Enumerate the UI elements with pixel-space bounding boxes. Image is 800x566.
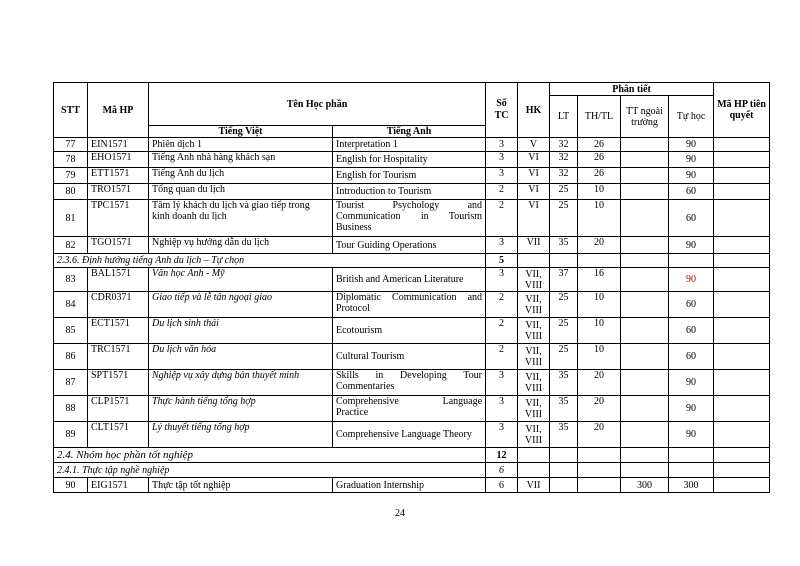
stt-cell: 77 [54, 138, 88, 152]
tt-cell [621, 152, 669, 168]
lt-cell: 35 [550, 422, 578, 448]
lt-cell: 25 [550, 318, 578, 344]
en-line: Business [336, 222, 372, 233]
table-row [54, 184, 770, 200]
tuhoc-cell: 90 [669, 268, 714, 292]
hk-cell: VII, VIII [518, 268, 550, 292]
pre-cell [714, 478, 770, 493]
tuhoc-cell: 60 [669, 292, 714, 318]
code-cell: TRC1571 [88, 344, 149, 370]
header-tieng-viet: Tiếng Việt [149, 126, 333, 138]
stt-cell: 83 [54, 268, 88, 292]
en-cell [333, 396, 486, 422]
table-row [54, 478, 770, 493]
code-cell: EIG1571 [88, 478, 149, 493]
lt-cell: 35 [550, 396, 578, 422]
pre-cell [714, 237, 770, 254]
lt-cell: 32 [550, 168, 578, 184]
header-tt-ngoai-truong: TT ngoài trường [621, 96, 669, 138]
lt-cell: 35 [550, 370, 578, 396]
tt-cell [621, 168, 669, 184]
pre-cell [714, 152, 770, 168]
vi-cell: Giao tiếp và lễ tân ngoại giao [149, 292, 333, 318]
curriculum-table [53, 82, 770, 493]
th-cell: 20 [578, 396, 621, 422]
code-cell: EIN1571 [88, 138, 149, 152]
stt-cell: 86 [54, 344, 88, 370]
table-row [54, 422, 770, 448]
stt-cell: 82 [54, 237, 88, 254]
table-row [54, 344, 770, 370]
tuhoc-cell: 90 [669, 422, 714, 448]
en-line: Commentaries [336, 381, 395, 392]
tuhoc-cell: 300 [669, 478, 714, 493]
tuhoc-cell: 90 [669, 237, 714, 254]
section-row [54, 254, 770, 268]
pre-cell [714, 292, 770, 318]
table-row [54, 268, 770, 292]
tt-cell [621, 370, 669, 396]
en-cell: Ecotourism [333, 318, 486, 344]
en-line: Tourist Psychology and [336, 200, 483, 211]
en-cell [333, 370, 486, 396]
tt-cell [621, 138, 669, 152]
en-cell: British and American Literature [333, 268, 486, 292]
vi-cell: Nghiệp vụ xây dựng bản thuyết minh [149, 370, 333, 396]
table-row [54, 318, 770, 344]
section-row [54, 448, 770, 463]
tc-cell: 2 [486, 292, 518, 318]
vi-cell: Văn học Anh - Mỹ [149, 268, 333, 292]
th-cell: 10 [578, 200, 621, 237]
lt-cell: 32 [550, 138, 578, 152]
en-cell: Comprehensive Language Theory [333, 422, 486, 448]
tc-cell: 3 [486, 370, 518, 396]
en-cell: Tour Guiding Operations [333, 237, 486, 254]
en-cell: Introduction to Tourism [333, 184, 486, 200]
tc-cell: 2 [486, 344, 518, 370]
en-cell [333, 200, 486, 237]
tt-cell [621, 268, 669, 292]
stt-cell: 88 [54, 396, 88, 422]
tuhoc-cell: 90 [669, 138, 714, 152]
en-line: Practice [336, 407, 369, 418]
en-line: Protocol [336, 303, 370, 314]
th-cell: 20 [578, 370, 621, 396]
hk-cell: VII, VIII [518, 396, 550, 422]
table-row [54, 292, 770, 318]
header-phan-tiet: Phân tiết [550, 83, 714, 96]
table-row [54, 200, 770, 237]
th-cell: 26 [578, 138, 621, 152]
code-cell: ECT1571 [88, 318, 149, 344]
tc-cell: 3 [486, 152, 518, 168]
table-row [54, 237, 770, 254]
hk-cell: VI [518, 200, 550, 237]
code-cell: EHO1571 [88, 152, 149, 168]
header-ten-hoc-phan: Tên Học phần [149, 83, 486, 126]
hk-cell: V [518, 138, 550, 152]
header-ma-hp: Mã HP [88, 83, 149, 138]
code-cell: TPC1571 [88, 200, 149, 237]
stt-cell: 89 [54, 422, 88, 448]
en-cell: Cultural Tourism [333, 344, 486, 370]
table-row [54, 168, 770, 184]
code-cell: SPT1571 [88, 370, 149, 396]
code-cell: TRO1571 [88, 184, 149, 200]
lt-cell: 25 [550, 292, 578, 318]
lt-cell: 35 [550, 237, 578, 254]
table-row [54, 396, 770, 422]
pre-cell [714, 138, 770, 152]
tc-cell: 3 [486, 422, 518, 448]
tc-cell: 2 [486, 200, 518, 237]
section-tc: 5 [486, 254, 518, 268]
vi-cell: Tâm lý khách du lịch và giao tiếp trong kinh doanh du lịch [149, 200, 333, 237]
stt-cell: 81 [54, 200, 88, 237]
tuhoc-cell: 60 [669, 184, 714, 200]
tc-cell: 3 [486, 168, 518, 184]
tuhoc-cell: 60 [669, 200, 714, 237]
header-lt: LT [550, 96, 578, 138]
stt-cell: 78 [54, 152, 88, 168]
table-row [54, 370, 770, 396]
code-cell: ETT1571 [88, 168, 149, 184]
hk-cell: VII [518, 237, 550, 254]
en-cell: English for Tourism [333, 168, 486, 184]
vi-cell: Tiếng Anh nhà hàng khách sạn [149, 152, 333, 168]
tuhoc-cell: 90 [669, 168, 714, 184]
section-label: 2.4.1. Thực tập nghề nghiệp [54, 463, 486, 478]
stt-cell: 79 [54, 168, 88, 184]
table-row [54, 152, 770, 168]
stt-cell: 84 [54, 292, 88, 318]
hk-cell: VI [518, 152, 550, 168]
tuhoc-cell: 90 [669, 152, 714, 168]
header-ma-hp-tien-quyet: Mã HP tiên quyết [714, 83, 770, 138]
lt-cell: 25 [550, 184, 578, 200]
en-line: Skills in Developing Tour [336, 370, 483, 381]
pre-cell [714, 168, 770, 184]
th-cell: 10 [578, 292, 621, 318]
pre-cell [714, 200, 770, 237]
tuhoc-cell: 60 [669, 318, 714, 344]
hk-cell: VI [518, 184, 550, 200]
lt-cell: 37 [550, 268, 578, 292]
stt-cell: 80 [54, 184, 88, 200]
lt-cell: 25 [550, 344, 578, 370]
vi-cell: Lý thuyết tiếng tổng hợp [149, 422, 333, 448]
en-line: Communication in Tourism [336, 211, 483, 222]
th-cell: 10 [578, 344, 621, 370]
th-cell [578, 478, 621, 493]
vi-cell: Du lịch sinh thái [149, 318, 333, 344]
tuhoc-cell: 90 [669, 396, 714, 422]
tc-cell: 3 [486, 237, 518, 254]
tc-cell: 2 [486, 184, 518, 200]
pre-cell [714, 422, 770, 448]
tt-cell [621, 344, 669, 370]
hk-cell: VII, VIII [518, 318, 550, 344]
th-cell: 26 [578, 152, 621, 168]
en-line: Comprehensive Language [336, 396, 483, 407]
stt-cell: 87 [54, 370, 88, 396]
code-cell: CLP1571 [88, 396, 149, 422]
tt-cell [621, 422, 669, 448]
en-cell: English for Hospitality [333, 152, 486, 168]
lt-cell: 25 [550, 200, 578, 237]
tt-cell [621, 318, 669, 344]
hk-cell: VII, VIII [518, 292, 550, 318]
th-cell: 26 [578, 168, 621, 184]
th-cell: 10 [578, 184, 621, 200]
hk-cell: VII, VIII [518, 344, 550, 370]
vi-cell: Thực tập tốt nghiệp [149, 478, 333, 493]
code-cell: BAL1571 [88, 268, 149, 292]
code-cell: CDR0371 [88, 292, 149, 318]
header-so-tc: Số TC [486, 83, 518, 138]
hk-cell: VII, VIII [518, 422, 550, 448]
th-cell: 10 [578, 318, 621, 344]
en-line: Diplomatic Communication and [336, 292, 483, 303]
tc-cell: 3 [486, 268, 518, 292]
tt-cell [621, 396, 669, 422]
vi-cell: Thực hành tiếng tổng hợp [149, 396, 333, 422]
tt-cell: 300 [621, 478, 669, 493]
tc-cell: 6 [486, 478, 518, 493]
stt-cell: 90 [54, 478, 88, 493]
code-cell: CLT1571 [88, 422, 149, 448]
vi-cell: Phiên dịch 1 [149, 138, 333, 152]
header-tu-hoc: Tự học [669, 96, 714, 138]
code-cell: TGO1571 [88, 237, 149, 254]
pre-cell [714, 370, 770, 396]
th-cell: 16 [578, 268, 621, 292]
header-tieng-anh: Tiếng Anh [333, 126, 486, 138]
table-row [54, 138, 770, 152]
hk-cell: VII, VIII [518, 370, 550, 396]
hk-cell: VI [518, 168, 550, 184]
section-label: 2.3.6. Định hướng tiếng Anh du lịch – Tự chọn [54, 254, 486, 268]
th-cell: 20 [578, 237, 621, 254]
vi-cell: Nghiệp vụ hướng dẫn du lịch [149, 237, 333, 254]
pre-cell [714, 344, 770, 370]
header-stt: STT [54, 83, 88, 138]
section-row [54, 463, 770, 478]
pre-cell [714, 184, 770, 200]
tuhoc-cell: 90 [669, 370, 714, 396]
en-cell [333, 292, 486, 318]
en-cell: Graduation Internship [333, 478, 486, 493]
pre-cell [714, 318, 770, 344]
section-tc: 12 [486, 448, 518, 463]
vi-cell: Tổng quan du lịch [149, 184, 333, 200]
tt-cell [621, 237, 669, 254]
tt-cell [621, 200, 669, 237]
tc-cell: 3 [486, 138, 518, 152]
stt-cell: 85 [54, 318, 88, 344]
page-number: 24 [395, 508, 405, 519]
lt-cell [550, 478, 578, 493]
tt-cell [621, 292, 669, 318]
tt-cell [621, 184, 669, 200]
pre-cell [714, 396, 770, 422]
section-tc: 6 [486, 463, 518, 478]
tc-cell: 2 [486, 318, 518, 344]
section-label: 2.4. Nhóm học phần tốt nghiệp [54, 448, 486, 463]
hk-cell: VII [518, 478, 550, 493]
en-cell: Interpretation 1 [333, 138, 486, 152]
header-th-tl: TH/TL [578, 96, 621, 138]
tuhoc-cell: 60 [669, 344, 714, 370]
tc-cell: 3 [486, 396, 518, 422]
vi-cell: Tiếng Anh du lịch [149, 168, 333, 184]
header-hk: HK [518, 83, 550, 138]
pre-cell [714, 268, 770, 292]
vi-cell: Du lịch văn hóa [149, 344, 333, 370]
th-cell: 20 [578, 422, 621, 448]
lt-cell: 32 [550, 152, 578, 168]
